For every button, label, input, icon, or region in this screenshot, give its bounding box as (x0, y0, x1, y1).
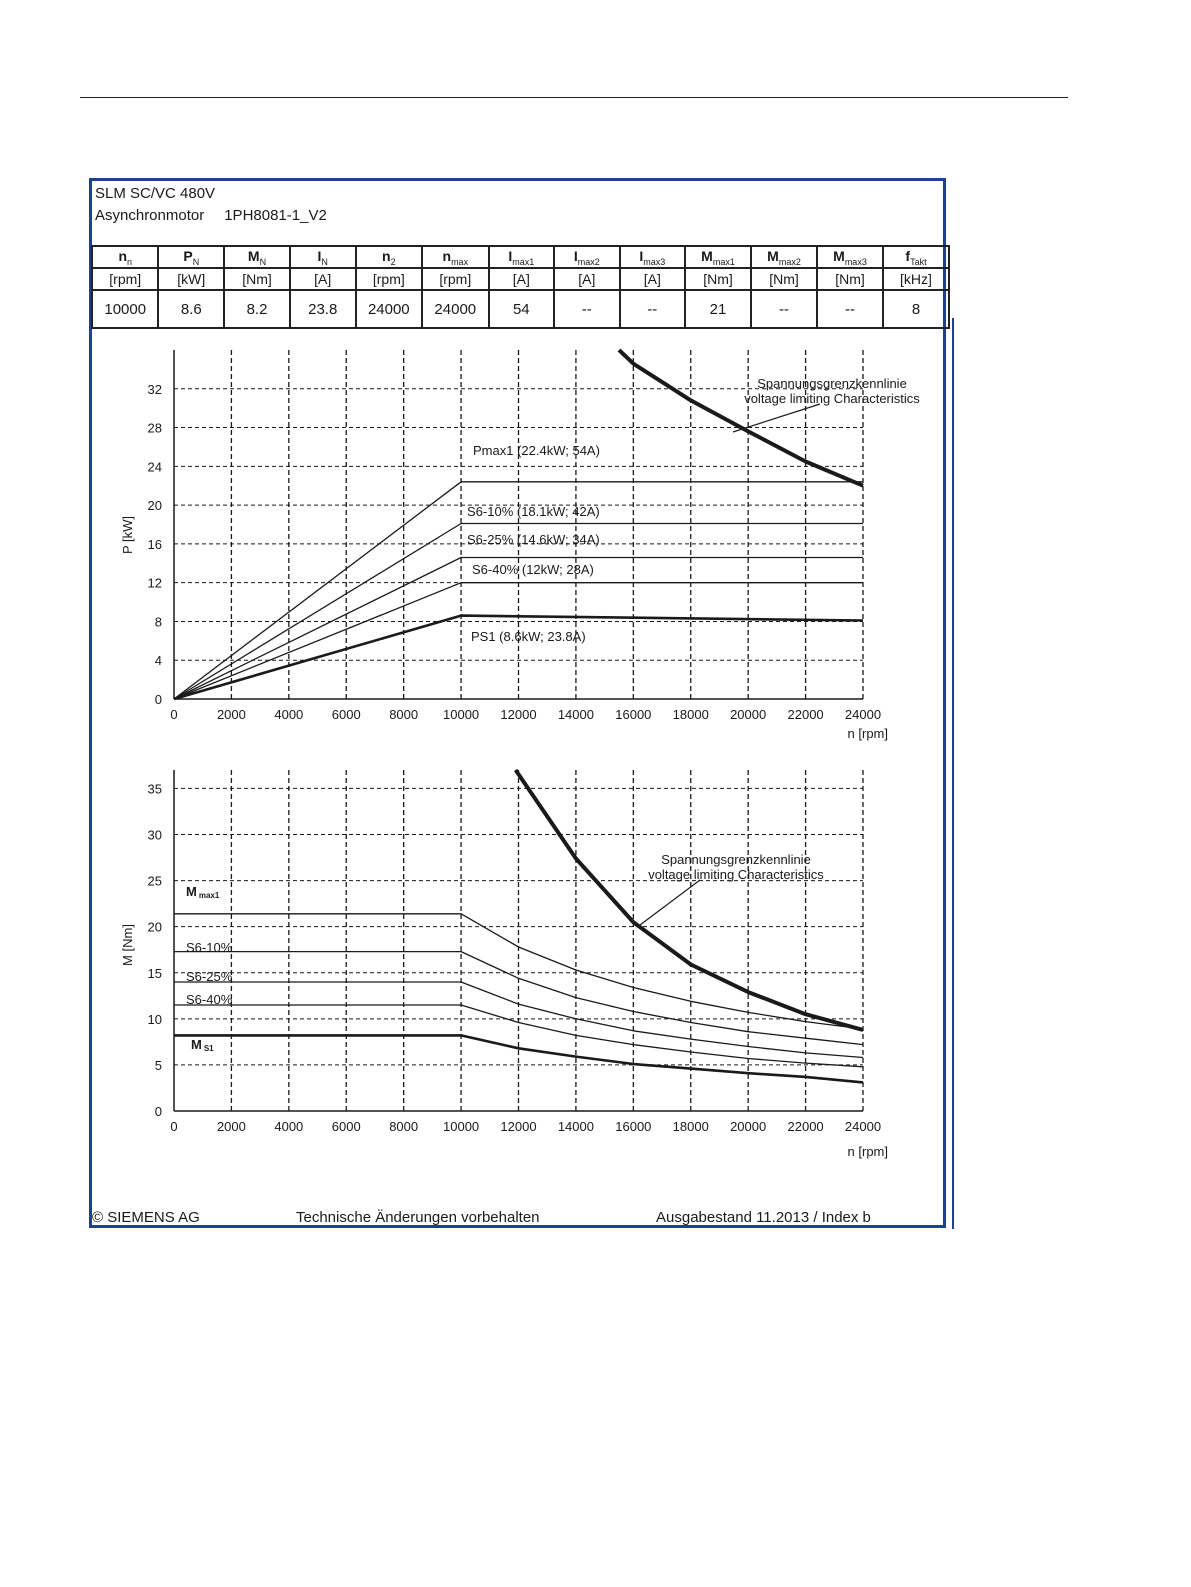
chart2-xtick-3: 6000 (331, 1119, 361, 1134)
chart2-annotation-line-1: Spannungsgrenzkennlinie (661, 852, 811, 867)
spec-unit-4: [rpm] (356, 268, 422, 290)
chart1-series-5 (619, 350, 863, 486)
chart2-series-5 (516, 770, 863, 1030)
footer-copyright: © SIEMENS AG (92, 1209, 200, 1226)
chart2-xtick-8: 16000 (615, 1119, 652, 1134)
spec-header-9: $M_{max1}$ (685, 246, 751, 268)
chart1-xtick-5: 10000 (443, 707, 480, 722)
chart1-ytick-2: 8 (154, 614, 162, 630)
chart1-annotation-line-1: Spannungsgrenzkennlinie (757, 376, 907, 391)
spec-value-9: 21 (685, 290, 751, 328)
title-line-1: SLM SC/VC 480V (95, 185, 216, 202)
spec-unit-9: [Nm] (685, 268, 751, 290)
spec-unit-2: [Nm] (224, 268, 290, 290)
spec-value-11: -- (817, 290, 883, 328)
chart2-ytick-3: 15 (147, 965, 162, 981)
chart1-y-label: P [kW] (120, 515, 135, 555)
chart1-xtick-7: 14000 (557, 707, 594, 722)
chart1-ytick-1: 4 (154, 653, 162, 669)
spec-value-10: -- (751, 290, 817, 328)
chart1-xtick-4: 8000 (389, 707, 419, 722)
chart1-ytick-5: 20 (147, 498, 162, 514)
chart2-xtick-11: 22000 (787, 1119, 824, 1134)
chart2-xtick-5: 10000 (443, 1119, 480, 1134)
chart1-xtick-6: 12000 (500, 707, 537, 722)
chart2-xtick-10: 20000 (730, 1119, 767, 1134)
chart2-ytick-0: 0 (154, 1104, 162, 1119)
spec-header-1: $P_N$ (158, 246, 224, 268)
spec-header-12: $f_{Takt}$ (883, 246, 949, 268)
chart2-x-label: n [rpm] (847, 1144, 888, 1159)
chart1-ytick-4: 16 (147, 536, 162, 552)
spec-header-11: $M_{max3}$ (817, 246, 883, 268)
chart1-ytick-6: 24 (147, 459, 162, 475)
chart1-x-label: n [rpm] (847, 726, 888, 741)
chart1-series-label-2: S6-25% (14.6kW; 34A) (467, 532, 600, 547)
chart2-series-label-0: Mmax1 (186, 884, 220, 900)
chart1-annotation-line-2: voltage limiting Characteristics (744, 391, 920, 406)
spec-unit-11: [Nm] (817, 268, 883, 290)
chart1-xtick-9: 18000 (672, 707, 709, 722)
spec-unit-7: [A] (554, 268, 620, 290)
chart1-ytick-0: 0 (154, 692, 162, 707)
chart2-xtick-12: 24000 (844, 1119, 882, 1134)
spec-unit-1: [kW] (158, 268, 224, 290)
spec-value-6: 54 (489, 290, 555, 328)
chart2-series-label-1: S6-10% (186, 940, 233, 955)
chart1-xtick-8: 16000 (615, 707, 652, 722)
spec-unit-10: [Nm] (751, 268, 817, 290)
footer-note: Technische Änderungen vorbehalten (296, 1209, 540, 1226)
chart2-ytick-7: 35 (147, 781, 162, 797)
chart2-xtick-7: 14000 (557, 1119, 594, 1134)
chart2-ytick-1: 5 (154, 1057, 162, 1073)
chart2-ytick-5: 25 (147, 873, 162, 889)
spec-value-12: 8 (883, 290, 949, 328)
chart1-xtick-3: 6000 (331, 707, 361, 722)
chart2-xtick-6: 12000 (500, 1119, 537, 1134)
chart2-xtick-9: 18000 (672, 1119, 709, 1134)
spec-value-3: 23.8 (290, 290, 356, 328)
spec-value-7: -- (554, 290, 620, 328)
chart1-ytick-3: 12 (147, 575, 162, 591)
chart2-xtick-1: 2000 (216, 1119, 246, 1134)
chart1-ytick-7: 28 (147, 420, 162, 436)
spec-unit-6: [A] (489, 268, 555, 290)
chart2-ytick-2: 10 (147, 1011, 162, 1027)
chart2-ytick-4: 20 (147, 919, 162, 935)
chart2-series-label-2: S6-25% (186, 969, 233, 984)
spec-header-8: $I_{max3}$ (620, 246, 686, 268)
chart2-xtick-2: 4000 (274, 1119, 304, 1134)
spec-unit-8: [A] (620, 268, 686, 290)
footer-edition: Ausgabestand 11.2013 / Index b (656, 1209, 871, 1226)
spec-header-6: $I_{max1}$ (489, 246, 555, 268)
chart1-series-label-4: PS1 (8.6kW; 23.8A) (471, 629, 586, 644)
spec-header-3: $I_N$ (290, 246, 356, 268)
spec-header-0: $n_n$ (92, 246, 158, 268)
spec-value-8: -- (620, 290, 686, 328)
spec-header-5: $n_{max}$ (422, 246, 488, 268)
spec-header-2: $M_N$ (224, 246, 290, 268)
spec-header-7: $I_{max2}$ (554, 246, 620, 268)
spec-value-4: 24000 (356, 290, 422, 328)
chart1-xtick-12: 24000 (844, 707, 882, 722)
spec-unit-0: [rpm] (92, 268, 158, 290)
chart2-y-label: M [Nm] (120, 924, 135, 966)
chart2-xtick-4: 8000 (389, 1119, 419, 1134)
spec-header-4: $n_2$ (356, 246, 422, 268)
chart2-series-label-3: S6-40% (186, 992, 233, 1007)
chart2-ytick-6: 30 (147, 827, 162, 843)
spec-unit-5: [rpm] (422, 268, 488, 290)
chart1-xtick-11: 22000 (787, 707, 824, 722)
chart2-series-label-4: M S1 (191, 1037, 214, 1053)
spec-value-2: 8.2 (224, 290, 290, 328)
spec-value-5: 24000 (422, 290, 488, 328)
chart1-xtick-10: 20000 (730, 707, 767, 722)
chart2-xtick-0: 0 (170, 1119, 178, 1134)
motor-type: Asynchronmotor (95, 207, 205, 224)
spec-value-1: 8.6 (158, 290, 224, 328)
spec-unit-12: [kHz] (883, 268, 949, 290)
chart1-series-label-1: S6-10% (18.1kW; 42A) (467, 504, 600, 519)
chart1-series-label-3: S6-40% (12kW; 28A) (472, 562, 594, 577)
chart2-annotation-line-2: voltage limiting Characteristics (648, 867, 824, 882)
spec-value-0: 10000 (92, 290, 158, 328)
chart1-xtick-0: 0 (170, 707, 178, 722)
spec-unit-3: [A] (290, 268, 356, 290)
chart1-ytick-8: 32 (147, 381, 162, 397)
motor-model: 1PH8081-1_V2 (224, 207, 327, 224)
spec-header-10: $M_{max2}$ (751, 246, 817, 268)
chart1-series-label-0: Pmax1 (22.4kW; 54A) (473, 443, 600, 458)
chart1-xtick-1: 2000 (216, 707, 246, 722)
chart1-xtick-2: 4000 (274, 707, 304, 722)
